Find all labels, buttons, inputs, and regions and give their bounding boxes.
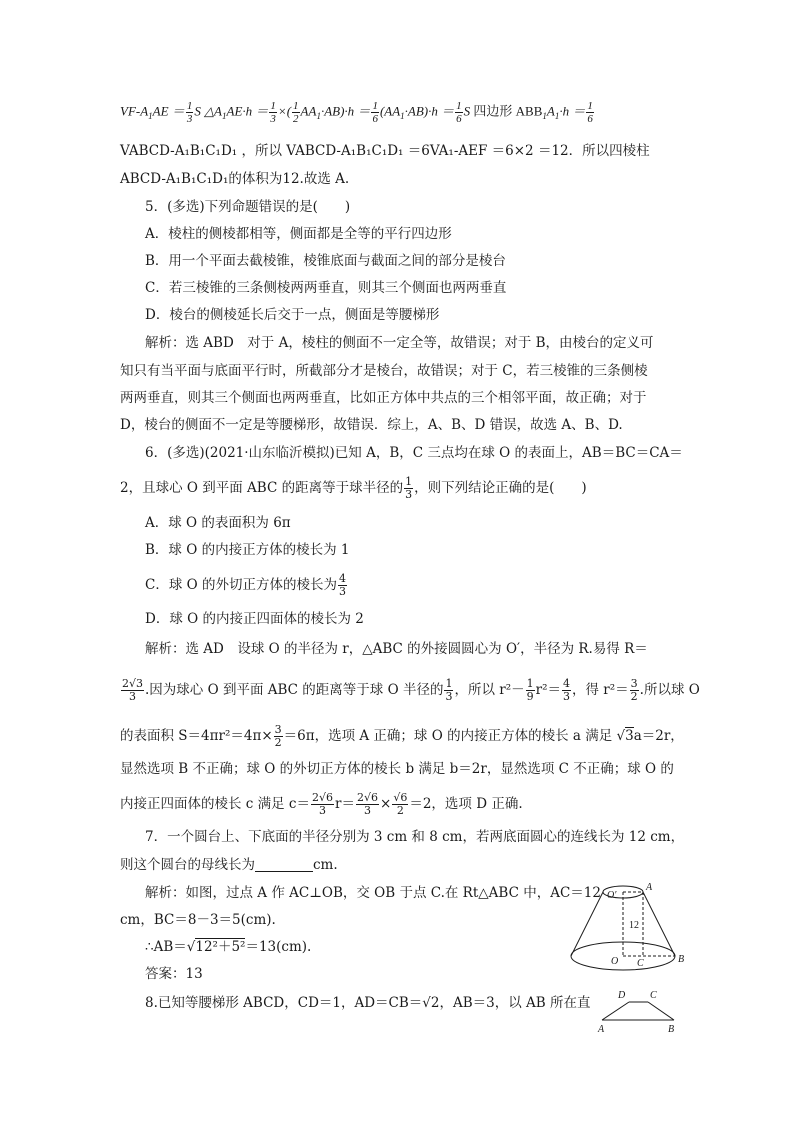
fraction-one-third: $\frac{1}{3}$ — [186, 100, 193, 125]
fraction-2sqrt3-over-3: $\frac{2√3}{3}$ — [122, 677, 144, 703]
fraction-one-sixth: $\frac{1}{6}$ — [456, 100, 462, 125]
label-o: O — [611, 956, 619, 967]
q5-analysis-1: 解析：选 ABD 对于 A，棱柱的侧面不一定全等，故错误；对于 B，由棱台的定义可 — [145, 335, 654, 351]
label-b: B — [678, 954, 685, 965]
fraction-one-sixth: $\frac{1}{6}$ — [372, 100, 378, 125]
q7-solution-1: 解析：如图，过点 A 作 AC⊥OB，交 OB 于点 C.在 Rt△ABC 中，AC＝12 — [145, 885, 601, 901]
fraction-sqrt6-over-2: $\frac{√6}{2}$ — [393, 791, 408, 817]
fraction-four-thirds: $\frac{4}{3}$ — [563, 677, 570, 703]
label-c: C — [637, 958, 644, 969]
q6-analysis-5: 内接正四面体的棱长 c 满足 c＝ $\frac{2√6}{3}$ r＝ $\frac{2√6}{3}$ × $\frac{√6}{2}$ ＝2，选项 D 正确. — [120, 791, 523, 817]
fraction-one-third: $\frac{1}{3}$ — [405, 475, 413, 501]
q5-option-a: A．棱柱的侧棱都相等，侧面都是全等的平行四边形 — [145, 226, 452, 242]
q6-option-b: B．球 O 的内接正方体的棱长为 1 — [145, 542, 350, 558]
fraction-2sqrt6-over-3: $\frac{2√6}{3}$ — [312, 791, 334, 817]
q6-analysis-1: 解析：选 AD 设球 O 的半径为 r，△ABC 的外接圆圆心为 O′，半径为 R.易得 R＝ — [145, 641, 648, 657]
q6-option-d: D．球 O 的内接正四面体的棱长为 2 — [145, 611, 364, 627]
q8-stem: 8.已知等腰梯形 ABCD，CD＝1，AD＝CB＝√2，AB＝3，以 AB 所在直 — [145, 995, 591, 1011]
q5-analysis-3: 两两垂直，则其三个侧面也两两垂直，比如正方体中共点的三个相邻平面，故正确；对于 — [120, 390, 647, 406]
label-o-prime: O′ — [607, 890, 617, 901]
label-a: A — [646, 882, 653, 893]
volume-line-2: VABCD-A₁B₁C₁D₁ ，所以 VABCD-A₁B₁C₁D₁ ＝6VA₁-AEF ＝6×2 ＝12．所以四棱柱 — [120, 143, 650, 159]
fraction-three-halves: $\frac{3}{2}$ — [630, 677, 638, 703]
formula-text: AE — [152, 103, 169, 119]
leg-bc — [648, 1002, 674, 1020]
q5-option-c: C．若三棱锥的三条侧棱两两垂直，则其三个侧面也两两垂直 — [145, 280, 507, 296]
q7-stem-2: 则这个圆台的母线长为 cm. — [120, 857, 338, 873]
answer-blank — [255, 857, 313, 872]
q6-analysis-4: 显然选项 B 不正确；球 O 的外切正方体的棱长 b 满足 b＝2r，显然选项 C 不正确；球 O 的 — [120, 761, 674, 777]
q6-stem-2: 2，且球心 O 到平面 ABC 的距离等于球半径的 $\frac{1}{3}$ ，则下列结论正确的是( ) — [120, 475, 587, 501]
q7-solution-2: cm，BC＝8－3＝5(cm). — [120, 912, 276, 928]
q5-stem: 5．(多选)下列命题错误的是( ) — [145, 199, 351, 215]
fraction-2sqrt6-over-3: $\frac{2√6}{3}$ — [356, 791, 378, 817]
trapezoid-figure — [596, 988, 686, 1034]
q6-analysis-3: 的表面积 S＝4πr²＝4π× $\frac{3}{2}$ ＝6π，选项 A 正确；球 O 的内接正方体的棱长 a 满足 √3a＝2r， — [120, 723, 684, 749]
frustum-figure — [565, 878, 695, 978]
q5-option-b: B．用一个平面去截棱锥，棱锥底面与截面之间的部分是棱台 — [145, 253, 506, 269]
label-b: B — [668, 1024, 675, 1034]
fraction-one-third: $\frac{1}{3}$ — [270, 100, 276, 125]
q5-analysis-4: D，棱台的侧面不一定是等腰梯形，故错误．综上，A、B、D 错误，故选 A、B、D. — [120, 417, 623, 433]
q5-option-d: D．棱台的侧棱延长后交于一点，侧面是等腰梯形 — [145, 307, 440, 323]
fraction-one-half: $\frac{1}{2}$ — [293, 100, 299, 125]
q7-stem-1: 7．一个圆台上、下底面的半径分别为 3 cm 和 8 cm，若两底面圆心的连线长为 12 cm， — [145, 829, 685, 845]
label-d: D — [618, 990, 626, 1001]
q6-stem-1: 6．(多选)(2021·山东临沂模拟)已知 A，B，C 三点均在球 O 的表面上，AB＝BC＝CA＝ — [145, 445, 683, 461]
formula-text: VF-A — [120, 103, 149, 119]
fraction-four-thirds: $\frac{4}{3}$ — [338, 572, 346, 598]
fraction-one-ninth: $\frac{1}{9}$ — [526, 677, 534, 703]
q6-option-a: A．球 O 的表面积为 6π — [145, 515, 291, 531]
volume-line-3: ABCD-A₁B₁C₁D₁的体积为12.故选 A. — [120, 171, 350, 187]
q7-answer: 答案：13 — [145, 966, 203, 982]
fraction-three-halves: $\frac{3}{2}$ — [274, 723, 282, 749]
label-c: C — [650, 990, 657, 1001]
volume-formula-line: $VF-A_1AE$ ＝ $\frac{1}{3}$ S $\triangle A_1AE\cdot h$ ＝ $\frac{1}{3}$ ×( $\frac{1}{2}$ $AA_1\cdot AB)\cdot h$ ＝ $\frac{1}{6}$ $(AA_1\cdot AB)\cdot h$ ＝ $\frac{1}{6}$ S 四边形 $ABB_1A_1\cdot h$ ＝ $\frac{1}{6}$ — [120, 100, 593, 125]
q7-solution-3: ∴AB＝√12²＋5²＝13(cm). — [145, 939, 312, 955]
label-12: 12 — [629, 920, 639, 931]
q6-option-c: C．球 O 的外切正方体的棱长为 $\frac{4}{3}$ — [145, 572, 346, 598]
q6-analysis-2: $\frac{2√3}{3}$ .因为球心 O 到平面 ABC 的距离等于球 O 半径的 $\frac{1}{3}$ ，所以 r²－ $\frac{1}{9}$ r²＝ $\frac{4}{3}$ ，得 r²＝ $\frac{3}{2}$ .所以球 O — [122, 677, 700, 703]
label-a: A — [598, 1024, 605, 1034]
q5-analysis-2: 知只有当平面与底面平行时，所截部分才是棱台，故错误；对于 C，若三棱锥的三条侧棱 — [120, 363, 648, 379]
fraction-one-sixth: $\frac{1}{6}$ — [587, 100, 593, 125]
leg-ad — [602, 1002, 629, 1020]
fraction-one-third: $\frac{1}{3}$ — [445, 677, 453, 703]
